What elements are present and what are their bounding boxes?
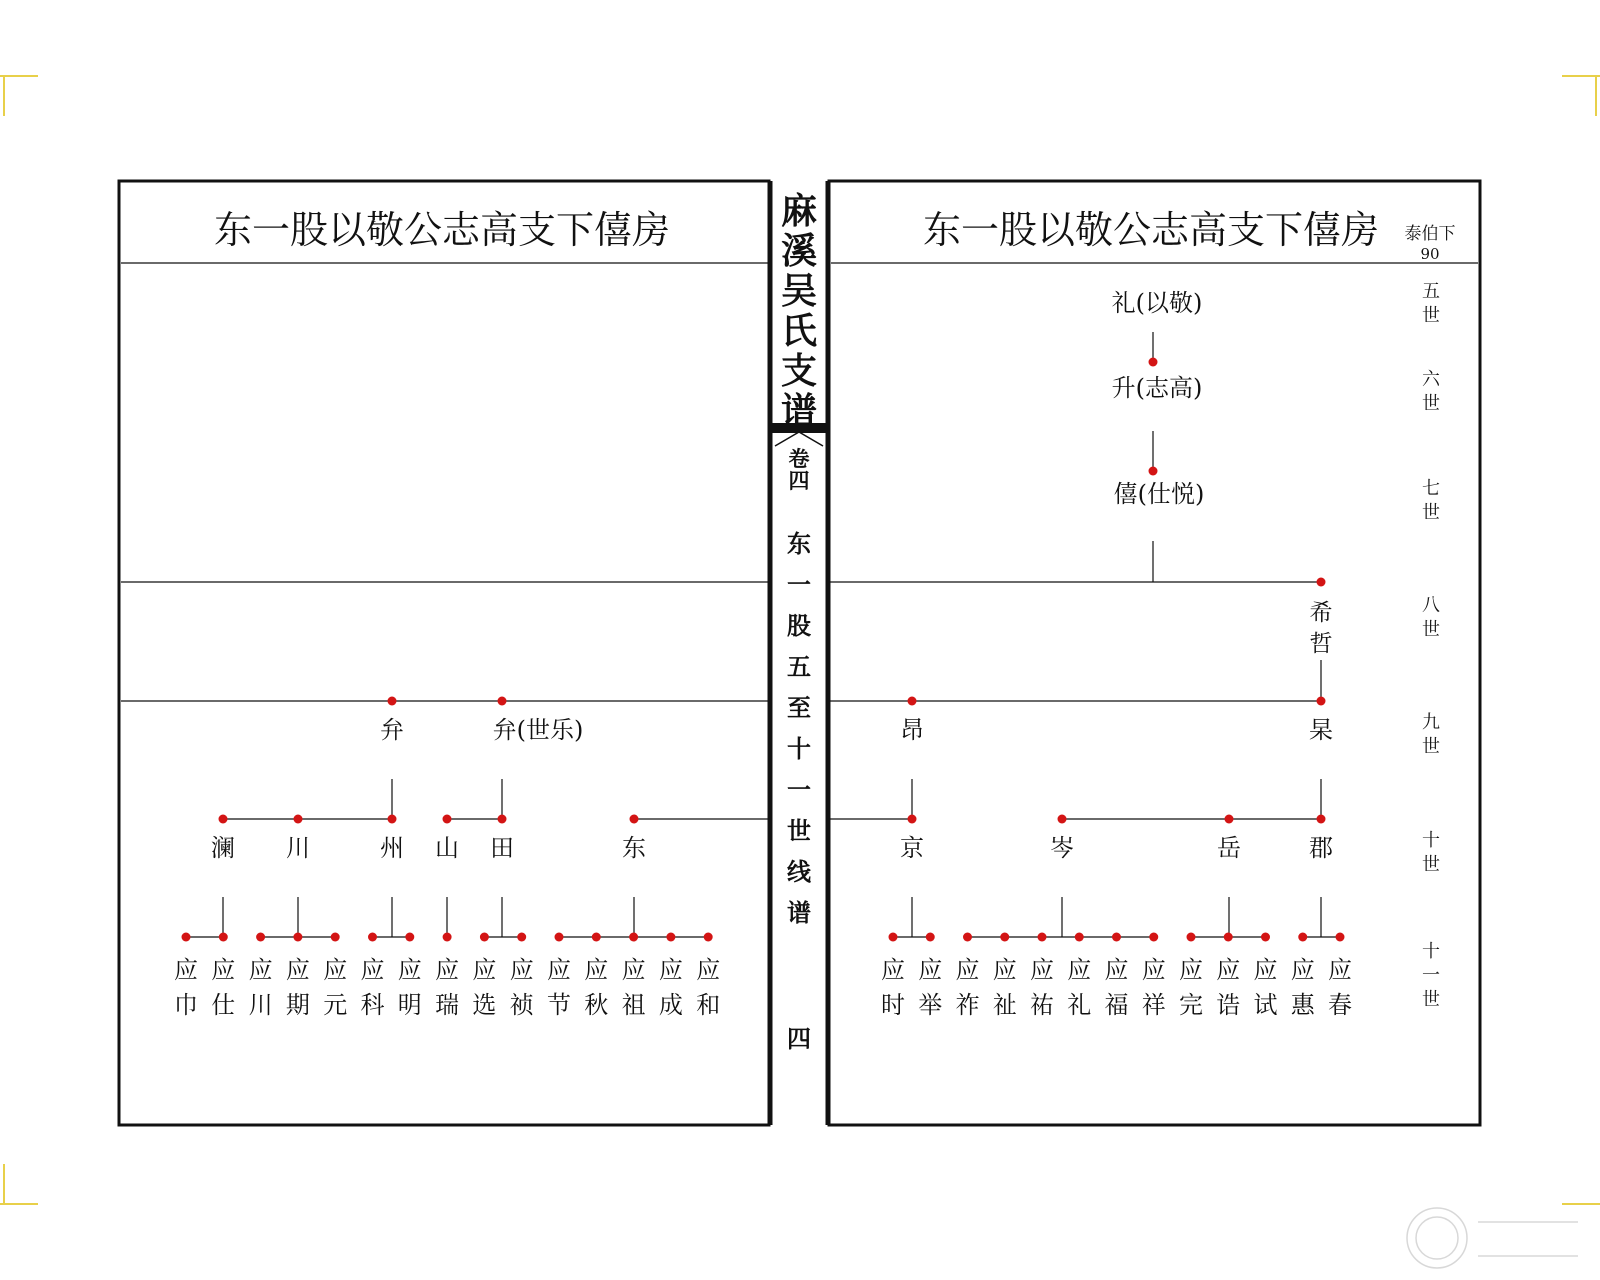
node-dot: [629, 933, 638, 942]
node-jun: [1309, 815, 1333, 863]
generation-label-char: 世: [1422, 502, 1440, 523]
person-node: [918, 933, 942, 1020]
node-dot: [517, 933, 526, 942]
generation-label: [1422, 830, 1440, 875]
person-node: [1142, 933, 1166, 1020]
generation-label-char: 世: [1422, 854, 1440, 875]
node-tian: [490, 815, 514, 863]
name-char: 选: [472, 991, 497, 1019]
spine-volume: [789, 447, 810, 493]
spine-book-title: [781, 191, 818, 432]
person-node: [696, 933, 720, 1020]
given-char: 应: [955, 956, 980, 984]
node-li: [1112, 289, 1203, 317]
node-dot: [1075, 933, 1084, 942]
name-char: 元: [323, 991, 348, 1019]
spine-volume-char: 四: [788, 469, 810, 493]
person-node: [211, 933, 235, 1020]
person-node: [1179, 933, 1203, 1020]
node-dot: [1224, 933, 1233, 942]
spine-title-char: 吴: [780, 271, 818, 312]
spine-subtitle-char: 世: [787, 817, 811, 845]
node-dot: [1336, 933, 1345, 942]
generation-label-char: 十: [1422, 830, 1440, 851]
node-xi: [1114, 467, 1205, 509]
node-dot: [293, 933, 302, 942]
node-bian: [380, 697, 404, 745]
node-dot: [405, 933, 414, 942]
node-ang: [900, 697, 924, 745]
name-char: 诰: [1216, 991, 1241, 1019]
svg-text:僖(仕悦): 僖(仕悦): [1113, 480, 1205, 508]
name-char: 科: [360, 991, 385, 1019]
generation-label-char: 九: [1422, 712, 1440, 733]
person-node: [584, 933, 608, 1020]
person-node: [622, 933, 646, 1020]
person-node: [1328, 933, 1352, 1020]
node-dot: [1038, 933, 1047, 942]
svg-text:川: 川: [286, 834, 310, 862]
person-node: [249, 933, 273, 1020]
person-node: [174, 933, 198, 1020]
generation-labels: [1422, 281, 1441, 1010]
spine-subtitle-char: 至: [787, 694, 811, 722]
person-node: [956, 933, 980, 1020]
page-note-number: 90: [1420, 245, 1440, 263]
svg-text:澜: 澜: [211, 834, 235, 862]
spine-subtitle-char: 东: [787, 530, 811, 558]
given-char: 应: [360, 956, 385, 984]
given-char: 应: [211, 956, 236, 984]
name-char: 和: [696, 991, 721, 1019]
given-char: 应: [696, 956, 721, 984]
left-page-header: 东一股以敬公志高支下僖房: [213, 208, 671, 252]
svg-text:东: 东: [622, 834, 646, 862]
name-char: 瑞: [435, 991, 460, 1019]
name-char: 川: [248, 991, 273, 1019]
given-char: 应: [248, 956, 273, 984]
given-char: 应: [584, 956, 609, 984]
spine-title-char: 溪: [780, 231, 818, 272]
spine-title-char: 麻: [780, 191, 818, 232]
person-node: [472, 933, 496, 1020]
generation-label-char: 七: [1422, 478, 1440, 499]
given-char: 应: [1030, 956, 1054, 984]
spine-subtitle: [787, 530, 812, 927]
node-dot: [592, 933, 601, 942]
generation-label: [1422, 595, 1440, 640]
generation-label: [1422, 281, 1440, 326]
given-char: 应: [918, 956, 943, 984]
given-char: 应: [285, 956, 310, 984]
person-node: [1030, 933, 1054, 1020]
svg-text:杲: 杲: [1309, 716, 1333, 744]
spine-title-char: 氏: [780, 311, 818, 352]
name-char: 节: [547, 991, 571, 1019]
spine-subtitle-char: 五: [787, 653, 811, 681]
person-node: [510, 933, 534, 1020]
svg-text:郡: 郡: [1309, 834, 1333, 862]
svg-text:京: 京: [900, 834, 924, 862]
person-node: [286, 933, 310, 1020]
name-char: 祐: [1030, 991, 1054, 1019]
node-cen: [1050, 815, 1074, 863]
spine-subtitle-char: 股: [787, 612, 811, 640]
page-note: 泰伯下: [1404, 224, 1456, 244]
given-char: 应: [323, 956, 348, 984]
node-dot: [926, 933, 935, 942]
name-char: 福: [1104, 991, 1129, 1019]
node-xizhe-char: 哲: [1309, 631, 1333, 657]
given-char: 应: [1141, 956, 1166, 984]
node-shan: [435, 815, 459, 863]
node-xizhe: [1310, 578, 1333, 658]
given-char: 应: [472, 956, 497, 984]
given-char: 应: [1104, 956, 1129, 984]
node-dot: [704, 933, 713, 942]
svg-text:升(志高): 升(志高): [1111, 374, 1203, 402]
name-char: 试: [1253, 991, 1278, 1019]
library-stamp-icon: [1407, 1208, 1578, 1268]
generation-label-char: 世: [1422, 736, 1440, 757]
node-dot: [368, 933, 377, 942]
node-dot: [555, 933, 564, 942]
person-node: [1291, 933, 1316, 1020]
name-char: 仕: [211, 991, 236, 1019]
name-char: 祖: [621, 991, 646, 1019]
eleventh-generation-left: [174, 933, 720, 1020]
node-dot: [963, 933, 972, 942]
name-char: 期: [285, 991, 310, 1019]
node-dot: [1261, 933, 1270, 942]
svg-text:岑: 岑: [1050, 834, 1074, 862]
spine-subtitle-char: 一: [787, 776, 811, 804]
given-char: 应: [1179, 956, 1203, 984]
name-char: 祥: [1141, 991, 1166, 1019]
given-char: 应: [174, 956, 198, 984]
given-char: 应: [397, 956, 422, 984]
node-dot: [1112, 933, 1121, 942]
right-page-header: 东一股以敬公志高支下僖房: [922, 208, 1380, 252]
generation-label: [1422, 369, 1441, 414]
given-char: 应: [1253, 956, 1278, 984]
generation-label-char: 世: [1422, 393, 1440, 414]
node-xizhe-char: 希: [1309, 600, 1333, 626]
name-char: 祯: [509, 991, 534, 1019]
node-dot: [443, 933, 452, 942]
given-char: 应: [658, 956, 683, 984]
generation-label: [1422, 478, 1440, 523]
person-node: [361, 933, 385, 1020]
generation-label: [1422, 712, 1440, 757]
spine-page-number: 四: [787, 1025, 811, 1053]
node-dot: [331, 933, 340, 942]
name-char: 举: [918, 991, 943, 1019]
node-dot: [666, 933, 675, 942]
spine-title-char: 支: [780, 351, 818, 392]
name-char: 明: [397, 991, 422, 1019]
name-char: 成: [658, 991, 683, 1019]
name-char: 秋: [584, 991, 609, 1019]
generation-label: [1422, 941, 1440, 1010]
name-char: 礼: [1067, 991, 1092, 1019]
svg-text:州: 州: [380, 834, 404, 862]
svg-text:弁(世乐): 弁(世乐): [492, 716, 584, 744]
given-char: 应: [1216, 956, 1241, 984]
generation-label-char: 世: [1422, 619, 1440, 640]
person-node: [323, 933, 347, 1020]
given-char: 应: [1328, 956, 1352, 984]
name-char: 祚: [955, 991, 980, 1019]
person-node: [547, 933, 571, 1020]
generation-label-char: 十: [1422, 941, 1440, 962]
node-bian-shile: [493, 697, 584, 745]
person-node: [1105, 933, 1129, 1020]
spine-volume-char: 卷: [788, 447, 810, 471]
given-char: 应: [1290, 956, 1315, 984]
given-char: 应: [621, 956, 646, 984]
eleventh-generation-right: [881, 933, 1352, 1020]
node-dot: [1000, 933, 1009, 942]
spine-subtitle-char: 线: [787, 858, 811, 886]
svg-text:礼(以敬): 礼(以敬): [1111, 289, 1203, 317]
name-char: 巾: [174, 991, 198, 1019]
person-node: [1254, 933, 1278, 1020]
node-dot: [480, 933, 489, 942]
node-lan: [211, 815, 235, 863]
person-node: [881, 933, 905, 1020]
given-char: 应: [509, 956, 534, 984]
node-sheng: [1112, 358, 1203, 403]
spine-subtitle-char: 十: [787, 735, 811, 763]
name-char: 春: [1328, 991, 1352, 1019]
node-dot: [1149, 933, 1158, 942]
generation-label-char: 一: [1422, 965, 1440, 986]
spine-subtitle-char: 谱: [787, 899, 811, 927]
given-char: 应: [881, 956, 905, 984]
node-gao: [1309, 697, 1333, 745]
generation-label-char: 六: [1422, 369, 1440, 390]
node-dot: [256, 933, 265, 942]
person-node: [993, 933, 1017, 1020]
node-zhou: [380, 815, 404, 863]
given-char: 应: [1067, 956, 1092, 984]
name-char: 时: [881, 991, 905, 1019]
svg-text:弁: 弁: [380, 716, 404, 744]
person-node: [435, 933, 459, 1020]
spine-title-char: 谱: [780, 391, 818, 432]
node-dot: [182, 933, 191, 942]
svg-text:昂: 昂: [900, 716, 924, 744]
node-dong: [622, 815, 646, 863]
svg-text:山: 山: [435, 834, 459, 862]
node-dot: [1298, 933, 1307, 942]
generation-label-char: 五: [1422, 281, 1440, 302]
given-char: 应: [992, 956, 1017, 984]
person-node: [1067, 933, 1091, 1020]
person-node: [1216, 933, 1240, 1020]
node-dot: [889, 933, 898, 942]
given-char: 应: [435, 956, 460, 984]
generation-label-char: 世: [1422, 989, 1440, 1010]
node-chuan: [286, 815, 310, 863]
node-dot: [1187, 933, 1196, 942]
node-dot: [219, 933, 228, 942]
generation-label-char: 八: [1422, 595, 1440, 616]
node-jing: [900, 815, 924, 863]
name-char: 完: [1179, 991, 1203, 1019]
node-yue: [1217, 815, 1241, 863]
svg-text:田: 田: [490, 834, 514, 862]
name-char: 祉: [992, 991, 1017, 1019]
person-node: [398, 933, 422, 1020]
svg-text:岳: 岳: [1217, 834, 1241, 862]
spine-subtitle-char: 一: [787, 571, 811, 599]
name-char: 惠: [1290, 991, 1315, 1019]
generation-label-char: 世: [1422, 305, 1440, 326]
person-node: [659, 933, 683, 1020]
given-char: 应: [547, 956, 571, 984]
